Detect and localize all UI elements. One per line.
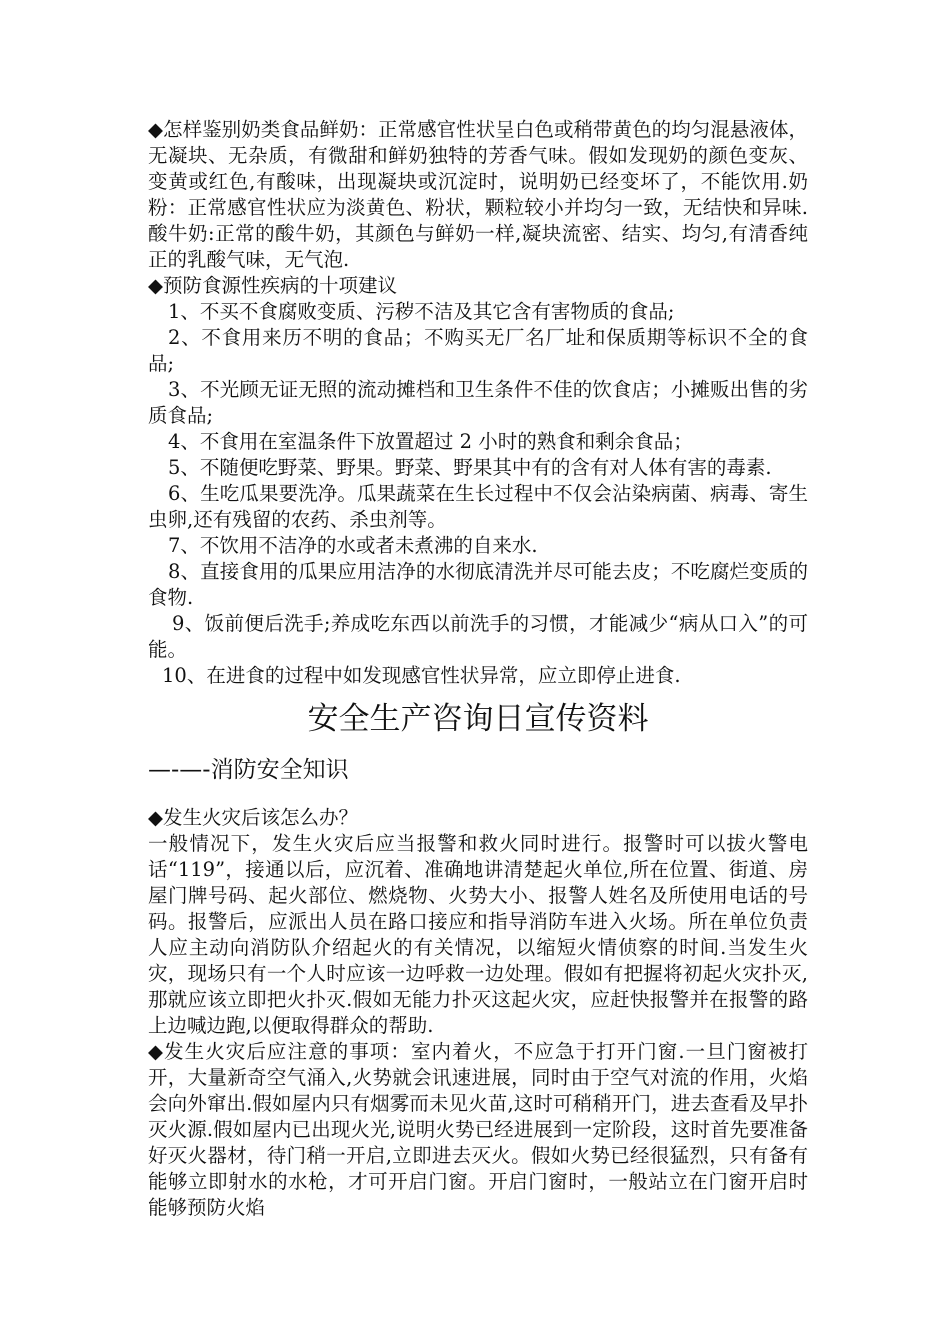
list-item: 8、直接食用的瓜果应用洁净的水彻底清洗并尽可能去皮；不吃腐烂变质的食物. [148,560,808,609]
prevention-heading-text: 预防食源性疾病的十项建议 [163,274,398,297]
list-item: 4、不食用在室温条件下放置超过 2 小时的熟食和剩余食品； [168,430,693,453]
fire-answer-1: 一般情况下，发生火灾后应当报警和救火同时进行。报警时可以拔火警电话“119”，接通以后，应沉着、准确地讲清楚起火单位,所在位置、街道、房屋门牌号码、起火部位、燃烧物、火势大小、报警人姓名及所使用电话的号码。报警后，应派出人员在路口接应和指导消防车进入火场。所在单位负责人应主动向消防队介绍起火的有关情况，以缩短火情侦察的时间.当发生火灾，现场只有一个人时应该一边呼救一边处理。假如有把握将初起火灾扑灭,那就应该立即把火扑灭.假如无能力扑灭这起火灾，应赶快报警并在报警的路上边喊边跑,以便取得群众的帮助. [148,832,808,1037]
section-subtitle: —-—-消防安全知识 [148,757,349,783]
diamond-bullet-icon: ◆ [148,274,163,297]
list-item: 9、饭前便后洗手;养成吃东西以前洗手的习惯，才能减少“病从口入”的可能。 [148,612,808,661]
list-item: 5、不随便吃野菜、野果。野菜、野果其中有的含有对人体有害的毒素. [168,456,772,479]
diamond-bullet-icon: ◆ [148,806,163,829]
list-item: 1、不买不食腐败变质、污秽不洁及其它含有害物质的食品; [168,300,675,323]
list-item: 7、不饮用不洁净的水或者未煮沸的自来水. [168,534,538,557]
document-page [148,117,808,1221]
list-item: 3、不光顾无证无照的流动摊档和卫生条件不佳的饮食店；小摊贩出售的劣质食品; [148,378,808,427]
milk-paragraph [148,117,808,273]
fire-question-1 [148,805,808,831]
milk-text: 怎样鉴别奶类食品鲜奶：正常感官性状呈白色或稍带黄色的均匀混悬液体，无凝块、无杂质，有微甜和鲜奶独特的芳香气味。假如发现奶的颜色变灰、变黄或红色,有酸味，出现凝块或沉淀时，说明奶已经变坏了，不能饮用.奶粉：正常感官性状应为淡黄色、粉状，颗粒较小并均匀一致，无结快和异味.酸牛奶:正常的酸牛奶，其颜色与鲜奶一样,凝块流密、结实、均匀,有清香纯正的乳酸气味，无气泡. [148,118,808,271]
list-item: 10、在进食的过程中如发现感官性状异常，应立即停止进食. [162,664,681,687]
fire-question-1-text: 发生火灾后该怎么办？ [163,806,359,829]
fire-notes-text: 发生火灾后应注意的事项：室内着火，不应急于打开门窗.一旦门窗被打开，大量新奇空气涌入,火势就会讯速进展，同时由于空气对流的作用，火焰会向外窜出.假如屋内只有烟雾而未见火苗,这时可稍稍开门，进去查看及早扑灭火源.假如屋内已出现火光,说明火势已经进展到一定阶段，这时首先要准备好灭火器材，待门稍一开启,立即进去灭火。假如火势已经很猛烈，只有备有能够立即射水的水枪，才可开启门窗。开启门窗时，一般站立在门窗开启时能够预防火焰 [148,1040,809,1219]
page-title: 安全生产咨询日宣传资料 [307,701,649,737]
diamond-bullet-icon: ◆ [148,1040,165,1063]
diamond-bullet-icon: ◆ [148,118,164,141]
list-item: 2、不食用来历不明的食品；不购买无厂名厂址和保质期等标识不全的食品; [148,326,808,375]
prevention-heading [148,273,808,299]
fire-notes-paragraph [148,1039,808,1221]
list-item: 6、生吃瓜果要洗净。瓜果蔬菜在生长过程中不仅会沾染病菌、病毒、寄生虫卵,还有残留的农药、杀虫剂等。 [148,482,808,531]
